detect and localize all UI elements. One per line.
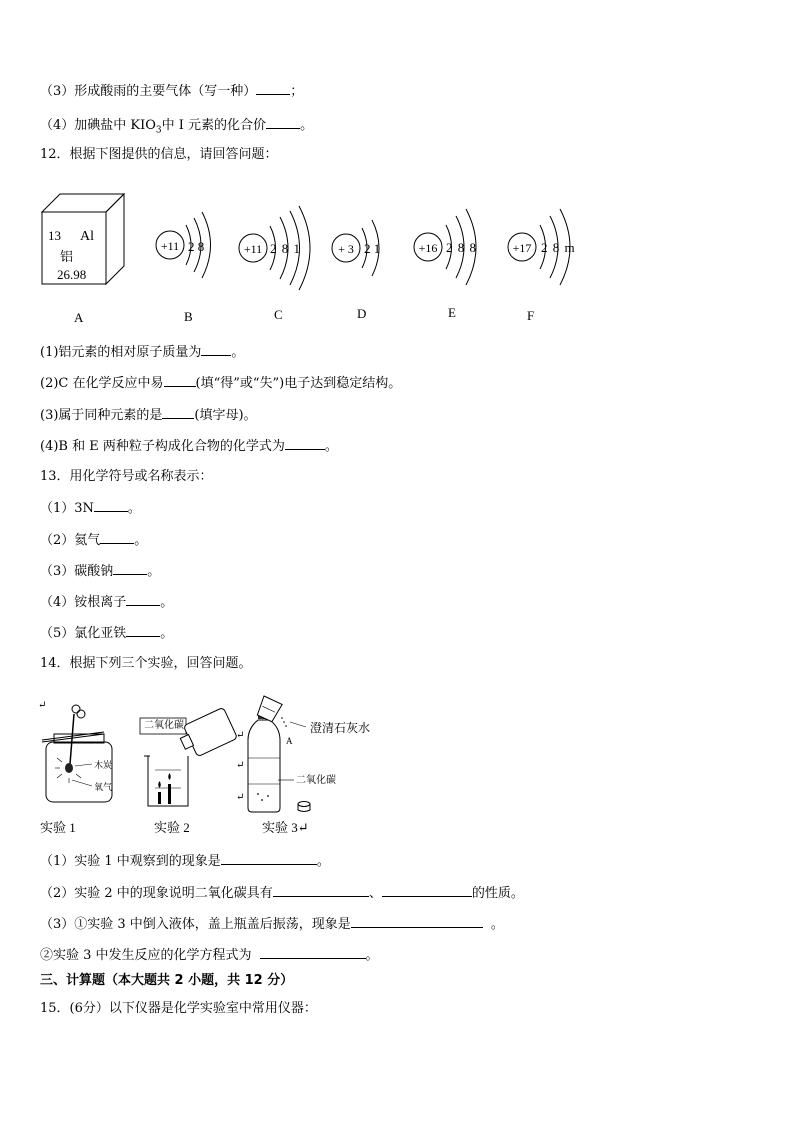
return-mark-2: ↵ [236, 730, 245, 741]
q11-item3-text: （3）形成酸雨的主要气体（写一种） [40, 84, 257, 99]
q14-sub1-blank[interactable] [221, 852, 317, 865]
q13-item2 [40, 531, 147, 550]
q12-sub2-blank[interactable] [164, 374, 196, 387]
q11-item4-pre: （4）加碘盐中 KIO [40, 118, 156, 133]
exp3-label-co2: 二氧化碳 [296, 775, 336, 786]
atom-d-shells: 2 1 [364, 241, 381, 256]
label-c: C [274, 307, 283, 322]
atom-b [156, 212, 211, 278]
label-f: F [527, 308, 535, 323]
atom-d [332, 220, 380, 276]
q12-sub1-end: 。 [231, 345, 245, 360]
q11-item4 [40, 116, 313, 140]
q14-sub2-text: （2）实验 2 中的现象说明二氧化碳具有 [40, 886, 273, 901]
q12-sub2 [40, 374, 401, 393]
q14-sub3-end: 。 [490, 917, 504, 932]
exp3-caption: 实验 3↵ [262, 820, 309, 835]
q13-item2-text: （2）氦气 [40, 533, 101, 548]
q14-sub1-end: 。 [316, 854, 330, 869]
q13-item2-end: 。 [134, 533, 148, 548]
q14-sub4-text: ②实验 3 中发生反应的化学方程式为 [40, 948, 252, 963]
label-d: D [357, 306, 367, 321]
q12-sub4-end: 。 [324, 439, 338, 454]
q14-sub2 [40, 884, 524, 903]
q12-sub1-text: (1)铝元素的相对原子质量为 [40, 345, 202, 360]
q11-item3-blank[interactable] [256, 82, 290, 95]
atom-f [508, 209, 576, 285]
atom-e-nucleus: +16 [418, 241, 438, 255]
q12-sub1-blank[interactable] [201, 343, 231, 356]
return-mark-1: ↵ [38, 700, 47, 711]
q14-title: 14．根据下列三个实验，回答问题。 [40, 656, 252, 671]
q12-title: 12．根据下图提供的信息，请回答问题： [40, 147, 278, 162]
q14-sub4-end: 。 [365, 948, 379, 963]
exp1-caption: 实验 1 [40, 820, 76, 835]
q12-sub1 [40, 343, 244, 362]
q12-sub4-blank[interactable] [285, 437, 325, 450]
q13-item4-end: 。 [160, 595, 174, 610]
exp1-label-charcoal: 木炭 [94, 760, 113, 770]
exp1-apparatus [42, 705, 112, 802]
q13-item4-text: （4）铵根离子 [40, 595, 127, 610]
section-3-title: 三、计算题（本大题共 2 小题，共 12 分） [40, 973, 294, 988]
q14-sub3-text: （3）①实验 3 中倒入液体，盖上瓶盖后振荡，现象是 [40, 917, 351, 932]
q12-sub3-end: (填字母)。 [194, 408, 257, 423]
return-mark-3: ↵ [236, 760, 245, 771]
q13-item5-text: （5）氯化亚铁 [40, 626, 127, 641]
q13-item3 [40, 562, 160, 581]
q12-sub3-blank[interactable] [162, 406, 194, 419]
q13-item4-blank[interactable] [126, 593, 160, 606]
q13-item4 [40, 593, 173, 612]
q14-figure [0, 684, 794, 844]
atom-d-nucleus: + 3 [338, 242, 354, 256]
q13-item3-text: （3）碳酸钠 [40, 564, 114, 579]
q12-sub3-text: (3)属于同种元素的是 [40, 408, 163, 423]
atom-f-shells: 2 8 m [541, 240, 576, 255]
q14-sub4 [40, 946, 379, 965]
exp3-label-limewater: 澄清石灰水 [310, 721, 371, 735]
q13-item1-end: 。 [127, 501, 141, 516]
q11-item4-blank[interactable] [266, 116, 300, 129]
exp3-label-a: A [286, 736, 293, 746]
q12-sub4-text: (4)B 和 E 两种粒子构成化合物的化学式为 [40, 439, 285, 454]
q14-sub1-text: （1）实验 1 中观察到的现象是 [40, 854, 221, 869]
q13-item1 [40, 499, 141, 518]
q13-item3-end: 。 [147, 564, 161, 579]
q11-item4-sub: 3 [155, 125, 162, 136]
q13-item2-blank[interactable] [100, 531, 134, 544]
q13-item3-blank[interactable] [113, 562, 147, 575]
atom-e-shells: 2 8 8 [446, 240, 477, 255]
atom-c-shells: 2 8 1 [270, 241, 301, 256]
q13-title: 13．用化学符号或名称表示： [40, 469, 213, 484]
exp2-label-co2: 二氧化碳 [144, 720, 184, 731]
return-mark-4: ↵ [236, 792, 245, 803]
exp1-label-oxygen: 氧气 [94, 782, 113, 792]
cell-symbol: Al [80, 229, 94, 244]
q13-item1-blank[interactable] [94, 499, 128, 512]
exp2-apparatus [140, 707, 238, 806]
label-b: B [184, 309, 193, 324]
q13-item5-end: 。 [160, 626, 174, 641]
q13-item5 [40, 624, 173, 643]
q11-item3-end: ； [290, 84, 304, 99]
q11-item3 [40, 82, 303, 101]
atom-f-nucleus: +17 [512, 241, 532, 255]
label-e: E [448, 305, 456, 320]
atom-c-nucleus: +11 [243, 242, 263, 256]
q13-item1-text: （1）3N [40, 501, 94, 516]
exp2-caption: 实验 2 [154, 820, 190, 835]
q14-sub3-blank[interactable] [351, 915, 483, 928]
q14-sub2-blank-1[interactable] [273, 884, 369, 897]
q11-item4-end: 。 [300, 118, 314, 133]
q14-sub4-blank[interactable] [260, 946, 366, 959]
atom-b-nucleus: +11 [160, 239, 180, 253]
q14-sub1 [40, 852, 330, 871]
q14-sub2-blank-2[interactable] [382, 884, 472, 897]
q12-sub3 [40, 406, 257, 425]
q12-sub2-post: (填“得”或“失”)电子达到稳定结构。 [195, 376, 402, 391]
label-a: A [74, 310, 84, 325]
cell-number: 13 [48, 228, 61, 243]
q12-sub2-pre: (2)C 在化学反应中易 [40, 376, 164, 391]
exp3-apparatus [236, 696, 370, 812]
atom-b-shells: 2 8 [188, 239, 205, 254]
q14-sub2-end: 的性质。 [471, 886, 524, 901]
atom-e [414, 209, 477, 285]
q14-sub2-mid: 、 [368, 886, 382, 901]
q12-figure [0, 190, 794, 330]
q15-title: 15．(6分）以下仪器是化学实验室中常用仪器： [40, 1001, 317, 1016]
element-cell [42, 194, 124, 284]
q11-item4-post: 中 I 元素的化合价 [161, 118, 267, 133]
cell-mass: 26.98 [57, 267, 87, 282]
q12-sub4 [40, 437, 338, 456]
cell-name: 铝 [60, 249, 74, 264]
atom-c [239, 206, 310, 290]
q14-sub3 [40, 915, 504, 934]
q13-item5-blank[interactable] [126, 624, 160, 637]
